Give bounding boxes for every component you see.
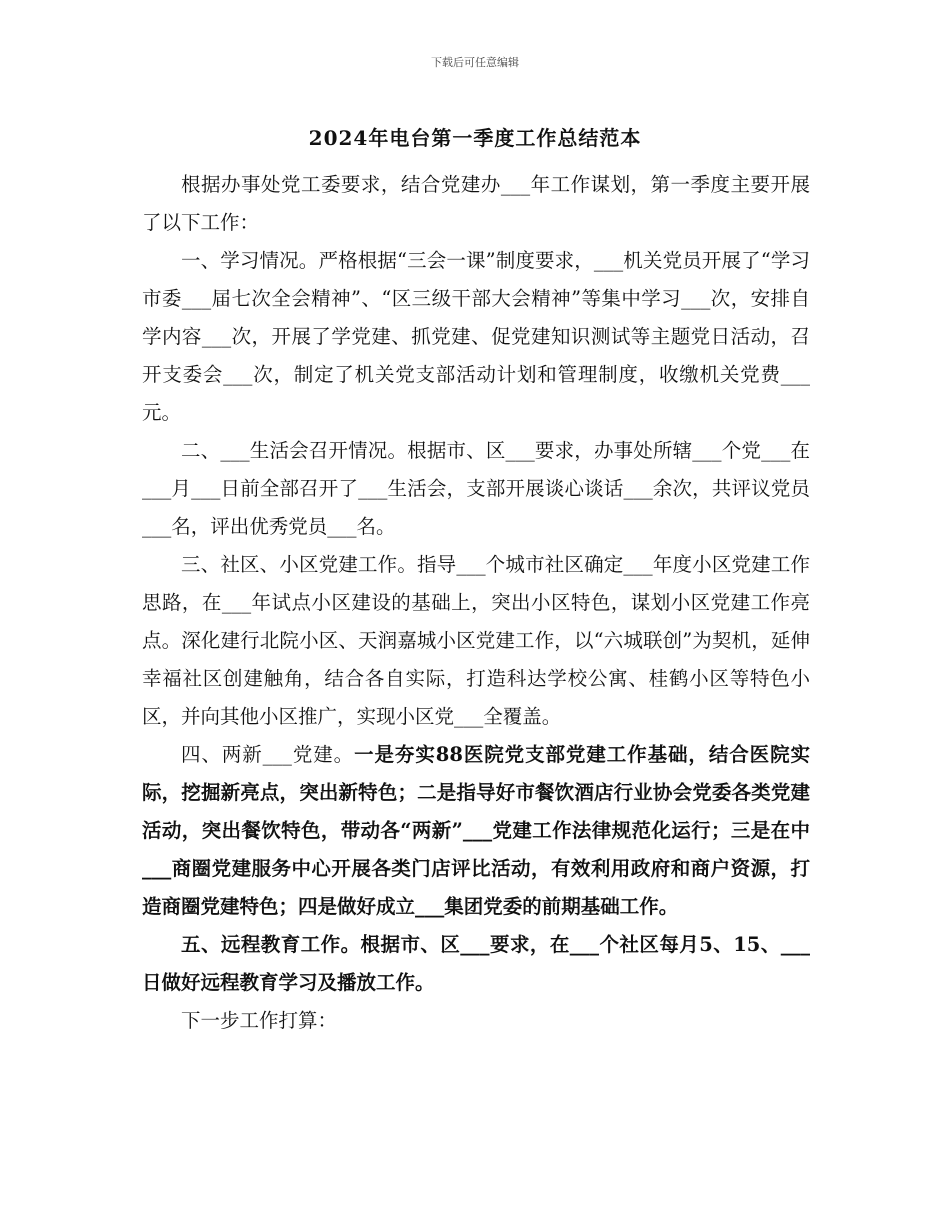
paragraph-life-meeting: 二、___生活会召开情况。根据市、区___要求，办事处所辖___个党___在___月___日前全部召开了___生活会，支部开展谈心谈话___余次，共评议党员___名，评出优秀党员___名。: [142, 439, 810, 538]
paragraph-two-new: [142, 736, 810, 926]
paragraph-two-new-bold: 一是夯实88医院党支部党建工作基础，结合医院实际，挖掘新亮点，突出新特色；二是指导好市餐饮酒店行业协会党委各类党建活动，突出餐饮特色，带动各“两新”___党建工作法律规范化运行；三是在中___商圈党建服务中心开展各类门店评比活动，有效利用政府和商户资源，打造商圈党建特色；四是做好成立___集团党委的前期基础工作。: [142, 743, 810, 918]
paragraph-two-new-lead: 四、两新___党建。: [181, 743, 355, 766]
paragraph-study: 一、学习情况。严格根据“三会一课”制度要求，___机关党员开展了“学习市委___届七次全会精神”、“区三级干部大会精神”等集中学习___次，安排自学内容___次，开展了学党建、抓党建、促党建知识测试等主题党日活动，召开支委会___次，制定了机关党支部活动计划和管理制度，收缴机关党费___元。: [142, 249, 810, 424]
document-body: [142, 166, 810, 1040]
paragraph-remote-education: 五、远程教育工作。根据市、区___要求，在___个社区每月5、15、___日做好远程教育学习及播放工作。: [142, 933, 810, 994]
document-title: 2024年电台第一季度工作总结范本: [308, 126, 642, 150]
paragraph-intro: 根据办事处党工委要求，结合党建办___年工作谋划，第一季度主要开展了以下工作：: [142, 173, 810, 234]
paragraph-next-steps: 下一步工作打算：: [181, 1009, 338, 1032]
page-header: 下载后可任意编辑: [431, 56, 519, 69]
paragraph-community: 三、社区、小区党建工作。指导___个城市社区确定___年度小区党建工作思路，在___年试点小区建设的基础上，突出小区特色，谋划小区党建工作亮点。深化建行北院小区、天润嘉城小区党建工作，以“六城联创”为契机，延伸幸福社区创建触角，结合各自实际，打造科达学校公寓、桂鹤小区等特色小区，并向其他小区推广，实现小区党___全覆盖。: [142, 553, 810, 728]
